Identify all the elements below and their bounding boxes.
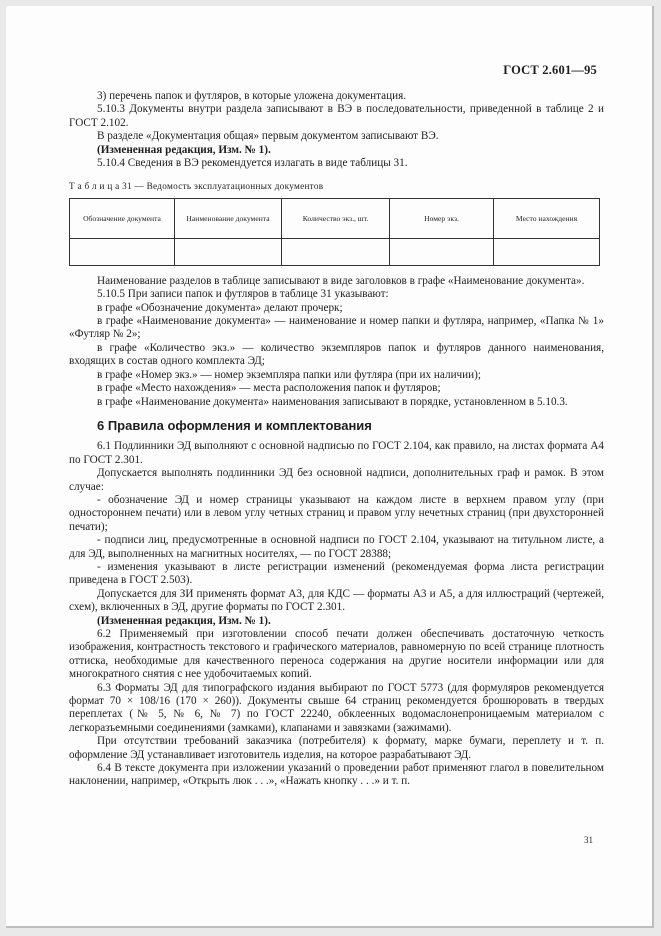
paragraph: Допускается выполнять подлинники ЭД без основной надписи, дополнительных граф и рамок. В этом случае: [69,467,604,493]
table-cell [70,238,175,265]
paragraph: 6.4 В тексте документа при изложении указаний о проведении работ применяют глагол в повелительном наклонении, например, «Открыть люк . . .», «Нажать кнопку . . .» и т. п. [69,762,604,788]
paragraph: в графе «Наименование документа» — наименование и номер папки и футляра, например, «Папка № 1» «Футляр № 2»; [69,315,604,341]
paragraph: - обозначение ЭД и номер страницы указывают на каждом листе в верхнем правом углу (при одностороннем печати) или в левом углу четных страниц и правом углу нечетных страниц (при двухсторонней печати); [69,493,604,533]
paragraph: в графе «Место нахождения» — места расположения папок и футляров; [97,382,441,395]
paragraph: 5.10.5 При записи папок и футляров в таблице 31 указывают: [97,288,389,301]
table-cell [282,238,390,265]
amendment-note: (Измененная редакция, Изм. № 1). [97,614,271,627]
table-cell [494,238,600,265]
document-page [6,6,654,928]
paragraphs-bottom [69,440,604,789]
table-header-cell: Количество экз., шт. [282,198,390,238]
page-content [69,90,604,789]
paragraph: Наименование разделов в таблице записывают в виде заголовков в графе «Наименование документа». [97,274,585,287]
paragraph: в графе «Наименование документа» наименования записывают в порядке, установленном в 5.10.3. [97,395,568,408]
paragraph: в графе «Количество экз.» — количество экземпляров папок и футляров данного наименования, входящих в состав одного комплекта ЭД; [69,341,604,368]
paragraphs-mid [69,275,604,409]
paragraph: 6.1 Подлинники ЭД выполняют с основной надписью по ГОСТ 2.104, как правило, на листах формата А4 по ГОСТ 2.301. [69,440,604,466]
document-code-header: ГОСТ 2.601—95 [503,63,597,77]
table-cell [175,238,282,265]
paragraph: Допускается для ЗИ применять формат А3, для КДС — форматы А3 и А5, а для иллюстраций (чертежей, схем), включенных в ЭД, другие форматы по ГОСТ 2.301. [69,587,604,614]
table-header-row [70,198,600,238]
paragraph: При отсутствии требований заказчика (потребителя) к формату, марке бумаги, переплету и т. п. оформление ЭД устанавливает изготовитель изделия, на которое разрабатывают ЭД. [69,735,604,761]
table-header-cell: Наименование документа [175,198,282,238]
section-heading: 6 Правила оформления и комплектования [97,417,372,433]
paragraph: 6.2 Применяемый при изготовлении способ печати должен обеспечивать достаточную четкость изображения, контрастность текстового и графического материалов, равномерную по всей странице плотность оттиска, необходимые для качественного переноса содержания на другие носители информации или для многократного снятия с нее удобочитаемых копий. [69,628,604,681]
table-row [70,238,600,265]
page-number: 31 [584,835,593,845]
paragraphs-top [69,90,604,170]
paragraph: - изменения указывают в листе регистрации изменений (рекомендуемая форма листа регистрации приведена в ГОСТ 2.503). [69,560,604,587]
paragraph: - подписи лиц, предусмотренные в основной надписи по ГОСТ 2.104, указывают на титульном листе, а для ЭД, выполненных на магнитных носителях, — по ГОСТ 28388; [69,534,604,560]
table-caption: Т а б л и ц а 31 — Ведомость эксплуатационных документов [69,181,324,192]
table-header-cell: Место нахождения [494,198,600,238]
paragraph: 5.10.3 Документы внутри раздела записывают в ВЭ в последовательности, приведенной в таблице 2 и ГОСТ 2.102. [69,103,604,129]
paragraph: 5.10.4 Сведения в ВЭ рекомендуется излагать в виде таблицы 31. [97,157,408,170]
operational-documents-table [69,198,600,266]
paragraph: 6.3 Форматы ЭД для типографского издания выбирают по ГОСТ 5773 (для формуляров рекомендуется формат 70 × 108/16 (170 × 260)). Документы свыше 64 страниц рекомендуется брошюровать в твердых переплетах (№ 5, № 6, № 7) по ГОСТ 22240, обклеенных водомаслонепроницаемым материалом с легкоразъемными соединениями (замками), клапанами и завязками (зажимами). [69,681,604,734]
table-cell [390,238,494,265]
paragraph: в графе «Обозначение документа» делают прочерк; [97,301,343,314]
amendment-note: (Измененная редакция, Изм. № 1). [97,143,271,156]
paragraph: 3) перечень папок и футляров, в которые уложена документация. [97,90,407,102]
table-header-cell: Номер экз. [390,198,494,238]
paragraph: в графе «Номер экз.» — номер экземпляра папки или футляра (при их наличии); [97,368,481,381]
table-header-cell: Обозначение документа [70,198,175,238]
paragraph: В разделе «Документация общая» первым документом записывают ВЭ. [97,130,439,143]
